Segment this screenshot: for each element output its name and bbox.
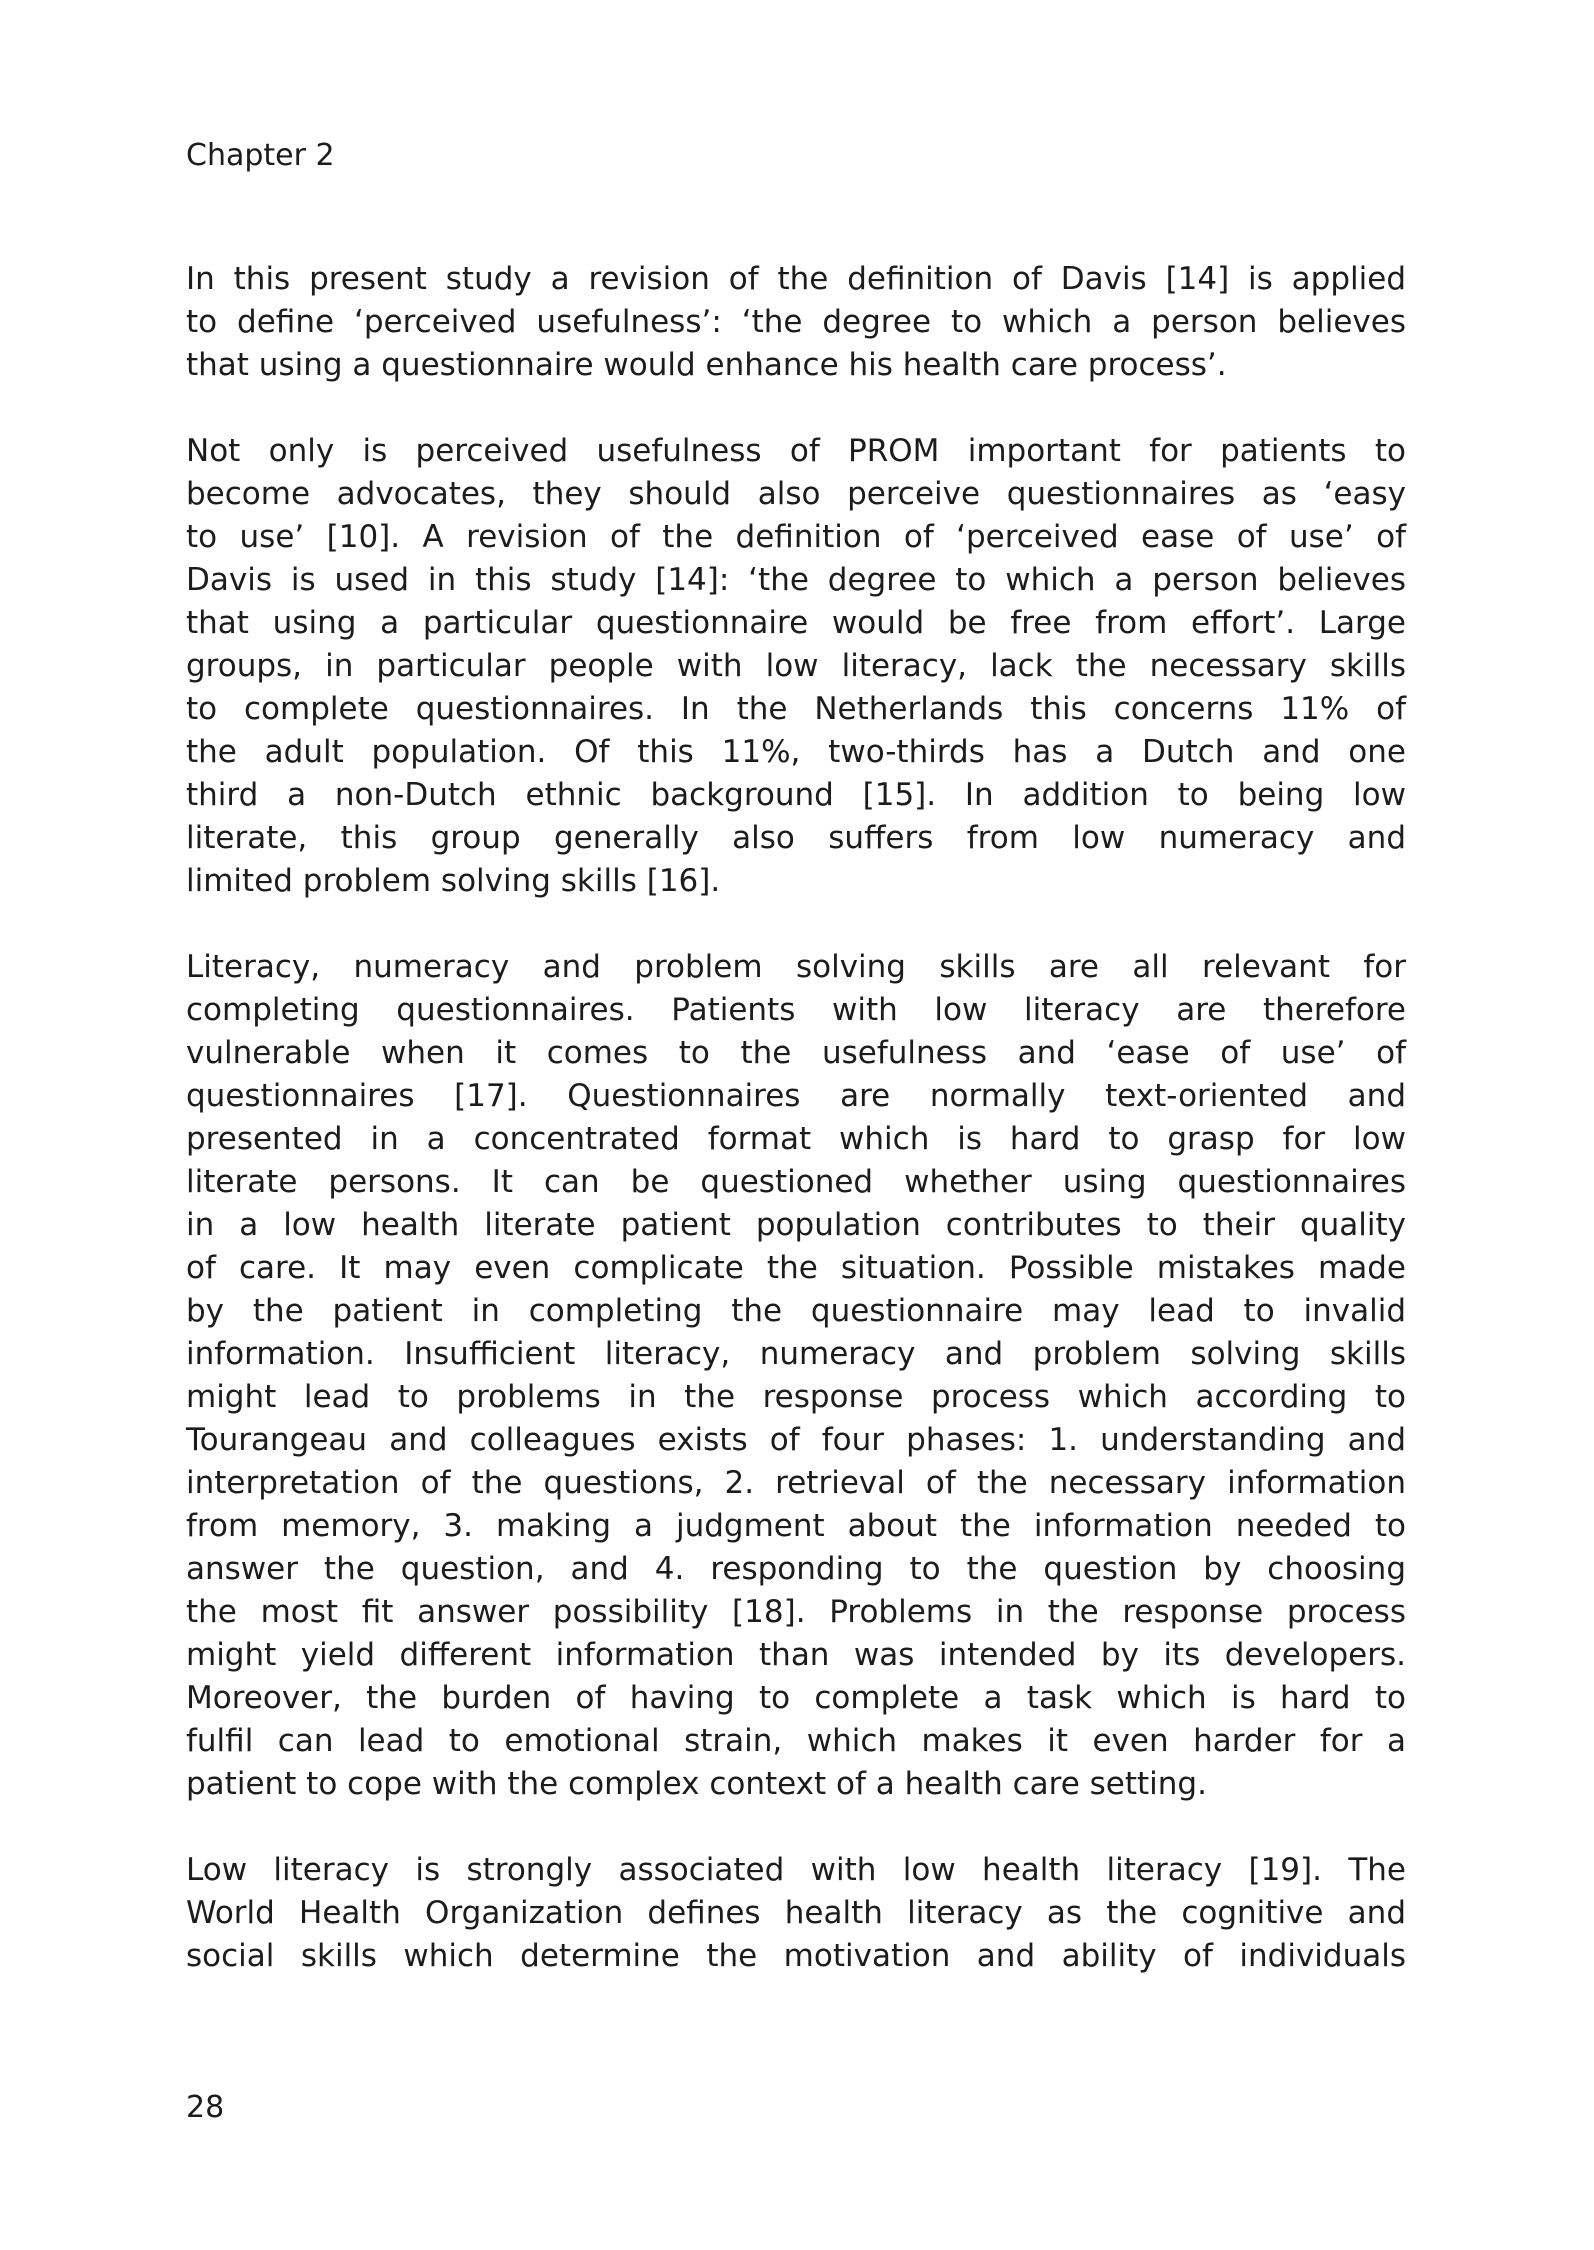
body-text <box>186 258 1406 2021</box>
text-line: might lead to problems in the response process which according to <box>186 1379 1406 1415</box>
paragraph <box>186 1849 1406 1978</box>
text-line: completing questionnaires. Patients with low literacy are therefore <box>186 992 1406 1028</box>
text-line: questionnaires [17]. Questionnaires are normally text-oriented and <box>186 1078 1406 1114</box>
text-line: Moreover, the burden of having to complete a task which is hard to <box>186 1680 1406 1716</box>
text-line: third a non-Dutch ethnic background [15]. In addition to being low <box>186 777 1406 813</box>
paragraph <box>186 258 1406 387</box>
text-line: Tourangeau and colleagues exists of four phases: 1. understanding and <box>186 1422 1406 1458</box>
text-line: fulfil can lead to emotional strain, which makes it even harder for a <box>186 1723 1406 1759</box>
text-line: groups, in particular people with low literacy, lack the necessary skills <box>186 648 1406 684</box>
text-line: In this present study a revision of the definition of Davis [14] is applied <box>186 261 1406 297</box>
text-line: limited problem solving skills [16]. <box>186 863 721 899</box>
text-line: in a low health literate patient population contributes to their quality <box>186 1207 1406 1243</box>
text-line: World Health Organization defines health literacy as the cognitive and <box>186 1895 1406 1931</box>
text-line: by the patient in completing the questionnaire may lead to invalid <box>186 1293 1406 1329</box>
text-line: Not only is perceived usefulness of PROM important for patients to <box>186 433 1406 469</box>
text-line: to complete questionnaires. In the Netherlands this concerns 11% of <box>186 691 1406 727</box>
text-line: the adult population. Of this 11%, two-thirds has a Dutch and one <box>186 734 1406 770</box>
running-header: Chapter 2 <box>186 138 335 173</box>
text-line: Literacy, numeracy and problem solving skills are all relevant for <box>186 949 1406 985</box>
text-line: to use’ [10]. A revision of the definition of ‘perceived ease of use’ of <box>186 519 1406 555</box>
text-line: the most fit answer possibility [18]. Problems in the response process <box>186 1594 1406 1630</box>
text-line: Low literacy is strongly associated with low health literacy [19]. The <box>186 1852 1406 1888</box>
text-line: that using a questionnaire would enhance his health care process’. <box>186 347 1227 383</box>
text-line: vulnerable when it comes to the usefulness and ‘ease of use’ of <box>186 1035 1406 1071</box>
page-number: 28 <box>186 2090 225 2125</box>
paragraph <box>186 430 1406 903</box>
text-line: patient to cope with the complex context of a health care setting. <box>186 1766 1207 1802</box>
text-line: Davis is used in this study [14]: ‘the degree to which a person believes <box>186 562 1406 598</box>
text-line: that using a particular questionnaire would be free from effort’. Large <box>186 605 1406 641</box>
text-line: from memory, 3. making a judgment about the information needed to <box>186 1508 1406 1544</box>
text-line: literate persons. It can be questioned whether using questionnaires <box>186 1164 1406 1200</box>
text-line: information. Insufficient literacy, numeracy and problem solving skills <box>186 1336 1406 1372</box>
text-line: interpretation of the questions, 2. retrieval of the necessary information <box>186 1465 1406 1501</box>
text-line: of care. It may even complicate the situation. Possible mistakes made <box>186 1250 1406 1286</box>
paragraph <box>186 946 1406 1806</box>
text-line: to define ‘perceived usefulness’: ‘the degree to which a person believes <box>186 304 1406 340</box>
text-line: might yield different information than was intended by its developers. <box>186 1637 1406 1673</box>
text-line: become advocates, they should also perceive questionnaires as ‘easy <box>186 476 1406 512</box>
text-line: answer the question, and 4. responding to the question by choosing <box>186 1551 1406 1587</box>
text-line: literate, this group generally also suffers from low numeracy and <box>186 820 1406 856</box>
text-line: presented in a concentrated format which is hard to grasp for low <box>186 1121 1406 1157</box>
text-line: social skills which determine the motivation and ability of individuals <box>186 1938 1406 1974</box>
